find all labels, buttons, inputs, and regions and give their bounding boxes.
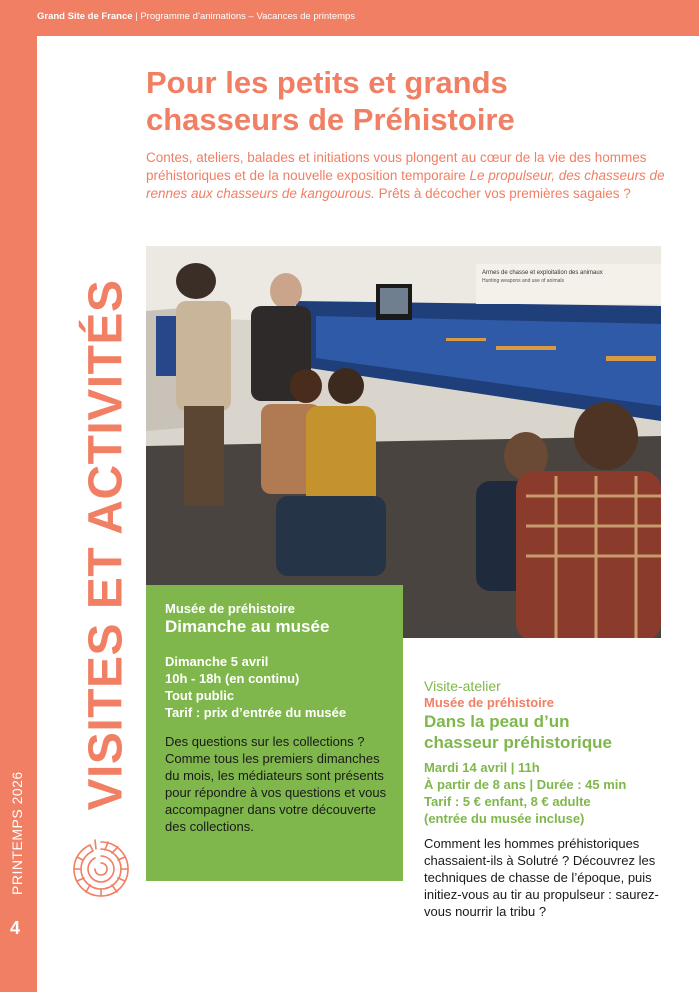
ammonite-icon xyxy=(68,836,134,902)
article-title xyxy=(146,64,666,138)
event1-date: Dimanche 5 avril xyxy=(165,654,269,669)
event2-price-note: (entrée du musée incluse) xyxy=(424,811,585,826)
section-title-text: VISITES ET ACTIVITÉS xyxy=(79,279,133,811)
article-title-line1: Pour les petits et grands xyxy=(146,65,508,100)
intro-start: Contes, ateliers, balades et initiations vous plongent au cœur de la vie des hommes préhistoriques et de la nouvelle exposition temporaire xyxy=(146,150,647,183)
event2-price: Tarif : 5 € enfant, 8 € adulte xyxy=(424,794,591,809)
event1-description: Des questions sur les collections ? Comme tous les premiers dimanches du mois, les médiateurs sont présents pour répondre à vos questions et vous accompagner dans votre découverte des collections. xyxy=(165,734,387,834)
article-intro xyxy=(146,149,666,203)
event2-title xyxy=(424,711,669,753)
header-program: Programme d’animations – Vacances de printemps xyxy=(140,11,356,22)
event2-age-duration: À partir de 8 ans | Durée : 45 min xyxy=(424,777,627,792)
event1-hours: 10h - 18h (en continu) xyxy=(165,671,300,686)
event1-price: Tarif : prix d’entrée du musée xyxy=(165,705,347,720)
header-text xyxy=(37,11,355,22)
event-card-visite-atelier xyxy=(424,678,669,920)
section-title xyxy=(76,279,136,811)
event2-title-line2: chasseur préhistorique xyxy=(424,733,613,752)
intro-end: Prêts à décocher vos premières sagaies ? xyxy=(374,186,631,201)
page-number: 4 xyxy=(10,918,21,938)
photo-panel-subtitle: Hunting weapons and use of animals xyxy=(482,278,564,284)
event1-audience: Tout public xyxy=(165,688,235,703)
photo-panel-title: Armes de chasse et exploitation des animaux xyxy=(482,270,603,276)
event2-museum: Musée de préhistoire xyxy=(424,695,555,710)
article-title-line2: chasseurs de Préhistoire xyxy=(146,102,515,137)
header-bar xyxy=(0,0,699,36)
museum-photo xyxy=(146,246,661,638)
intro-italic: Le propulseur, des chasseurs de rennes aux chasseurs de kangourous. xyxy=(146,168,665,201)
sidebar-season xyxy=(2,771,32,902)
header-separator: | xyxy=(132,11,141,22)
season-label: PRINTEMPS 2026 xyxy=(9,771,25,895)
header-site: Grand Site de France xyxy=(37,11,133,22)
event1-museum: Musée de préhistoire xyxy=(165,601,296,616)
event2-description: Comment les hommes préhistoriques chassaient-ils à Solutré ? Découvrez les techniques de chasse de l’époque, puis initiez-vous au tir au propulseur : saurez-vous nourrir la tribu ? xyxy=(424,836,659,919)
event2-date: Mardi 14 avril | 11h xyxy=(424,760,540,775)
event2-kind: Visite-atelier xyxy=(424,678,501,694)
event-card-dimanche xyxy=(146,585,403,881)
event2-title-line1: Dans la peau d’un xyxy=(424,712,570,731)
event1-title: Dimanche au musée xyxy=(165,617,330,636)
